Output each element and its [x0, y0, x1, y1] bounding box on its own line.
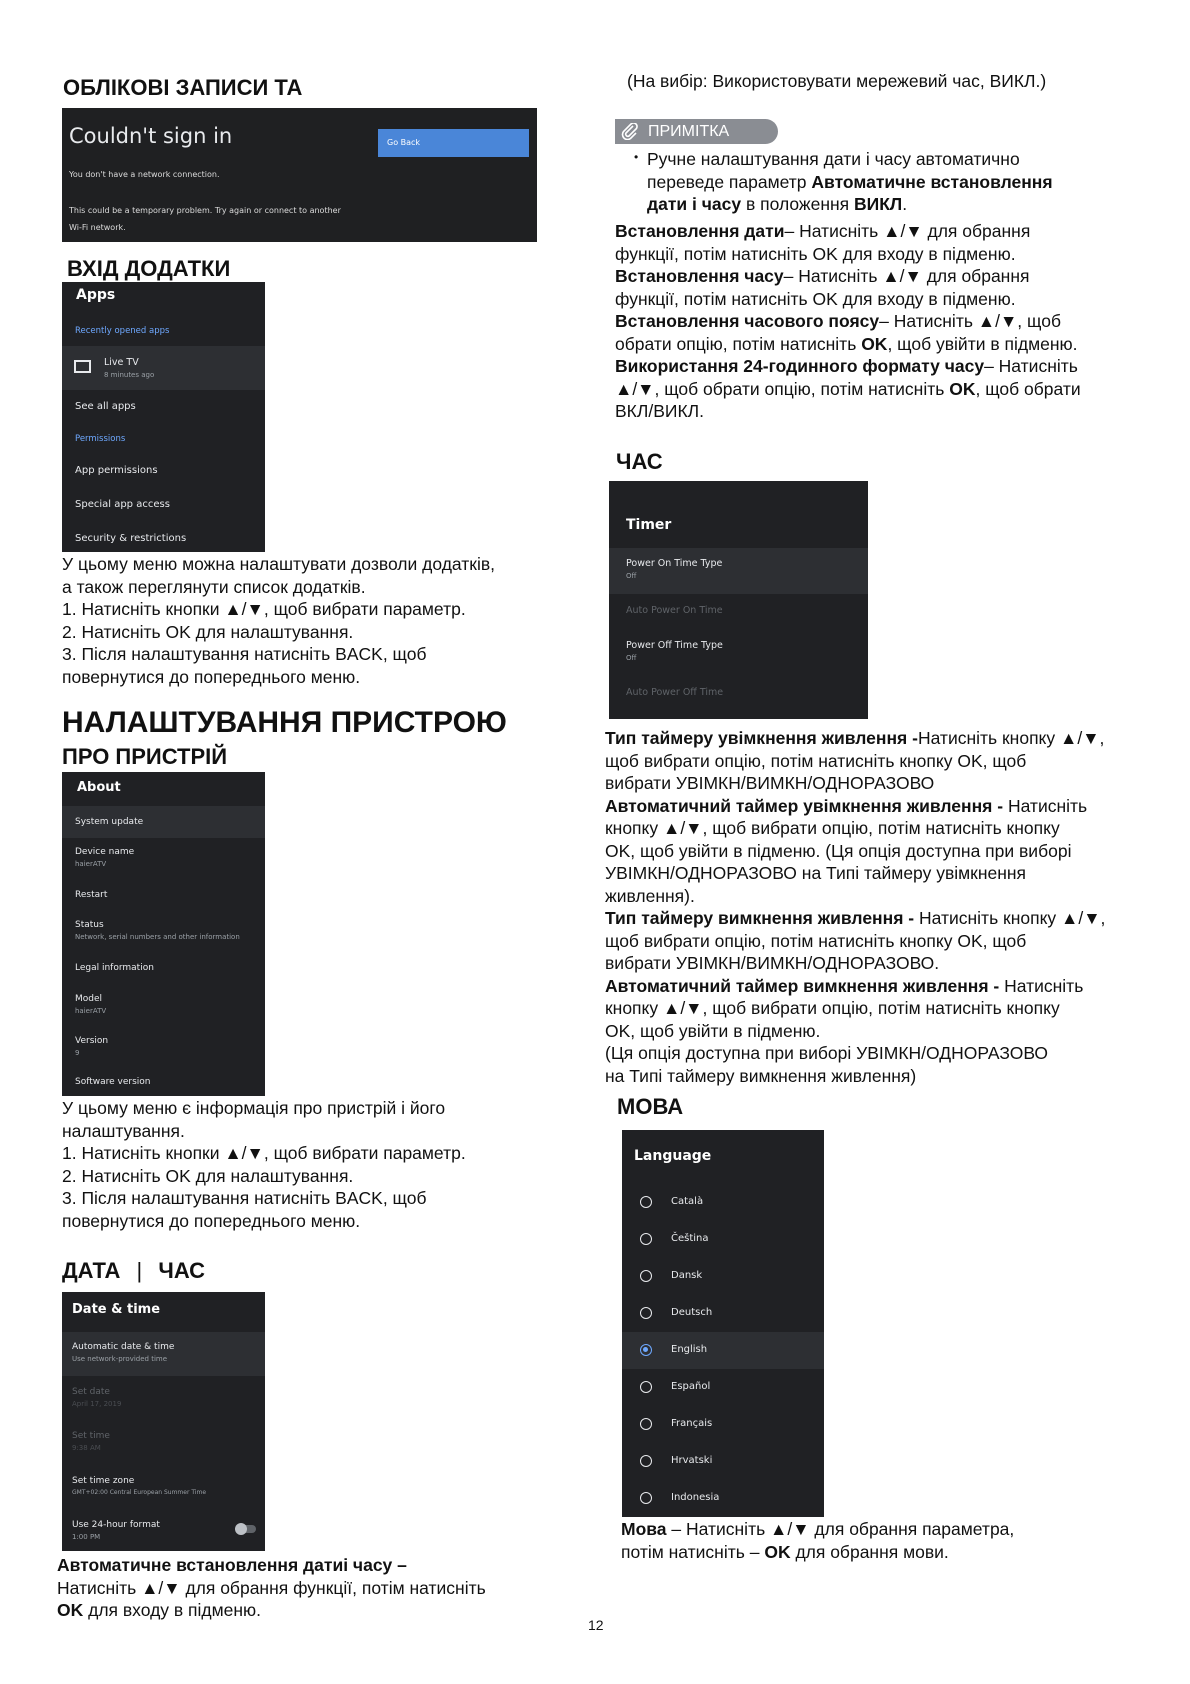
note-label: ПРИМІТКА — [648, 123, 730, 140]
option-label: Hrvatski — [671, 1455, 713, 1466]
system-update[interactable]: System update — [62, 806, 265, 838]
see-all-apps[interactable]: See all apps — [75, 401, 136, 412]
radio-icon — [640, 1307, 652, 1319]
auto-date-time-text — [57, 1554, 486, 1622]
note-line: Ручне налаштування дати і часу автоматично — [647, 149, 1020, 169]
timer-text — [605, 727, 1105, 1087]
item-label: Version — [75, 1036, 109, 1046]
option-label: Français — [671, 1418, 713, 1429]
error-line-1: You don't have a network connection. — [69, 170, 220, 179]
radio-selected-icon — [640, 1344, 652, 1356]
item-label: Model — [75, 994, 103, 1004]
language-screen — [622, 1130, 824, 1517]
item-sub: haierATV — [75, 1007, 107, 1015]
note-line: . — [902, 194, 908, 214]
text-line: функції, потім натисніть OK для входу в підменю. — [615, 243, 1016, 264]
ok-bold: OK — [861, 333, 888, 354]
text-line: Натисніть — [1003, 795, 1088, 816]
text-line: ВКЛ/ВИКЛ. — [615, 401, 705, 421]
item-sub: Off — [626, 572, 637, 580]
about-screen — [62, 772, 265, 1096]
date-time-instructions — [615, 220, 1081, 423]
text-line: щоб вибрати опцію, потім натисніть кнопку OK, щоб — [605, 930, 1027, 951]
item-sub: Network, serial numbers and other information — [75, 933, 240, 941]
text-line: – Натисніть — [984, 356, 1078, 376]
text-line: функції, потім натисніть OK для входу в підменю. — [615, 288, 1016, 309]
item-label: Use 24-hour format — [72, 1520, 160, 1530]
sign-in-title: Couldn't sign in — [69, 124, 233, 148]
text-line: живлення). — [605, 885, 695, 906]
text-line: , щоб обрати — [975, 378, 1081, 399]
text-line: для обрання мови. — [790, 1541, 949, 1562]
item-label: Set time zone — [72, 1476, 135, 1486]
language-heading: МОВА — [617, 1094, 684, 1119]
language-bold: Мова — [621, 1519, 667, 1539]
device-text-line: У цьому меню є інформація про пристрій і його — [62, 1098, 446, 1118]
language-option[interactable] — [622, 1406, 824, 1443]
tv-icon — [74, 360, 91, 373]
note-text — [634, 148, 1053, 216]
language-option[interactable] — [622, 1221, 824, 1258]
apps-text-line: повернутися до попереднього меню. — [62, 666, 361, 687]
set-time-bold: Встановлення часу — [615, 266, 784, 286]
security-restrictions[interactable]: Security & restrictions — [75, 533, 187, 544]
recent-apps-label: Recently opened apps — [75, 326, 170, 336]
set-date-bold: Встановлення дати — [615, 221, 785, 241]
timer-heading: ЧАС — [616, 449, 663, 474]
text-line: вибрати УВІМКН/ВИМКН/ОДНОРАЗОВО. — [605, 953, 940, 973]
apps-text-line: а також переглянути список додатків. — [62, 576, 366, 597]
note-bold: Автоматичне встановлення — [811, 171, 1053, 192]
option-label: Čeština — [671, 1233, 709, 1244]
option-label: Indonesia — [671, 1492, 720, 1503]
text-line: щоб вибрати опцію, потім натисніть кнопку OK, щоб — [605, 750, 1027, 771]
set-time-zone[interactable] — [62, 1476, 265, 1496]
text-line: Натисніть — [999, 975, 1084, 996]
about-heading: ПРО ПРИСТРІЙ — [62, 744, 228, 769]
restart[interactable]: Restart — [75, 890, 108, 900]
note-line: переведе параметр — [647, 171, 812, 192]
software-version[interactable]: Software version — [75, 1077, 151, 1087]
text-line: – Натисніть ▲/▼, щоб — [879, 311, 1061, 331]
text-line: – Натисніть ▲/▼ для обрання параметра, — [666, 1519, 1015, 1539]
apps-heading: ВХІД ДОДАТКИ — [67, 256, 231, 281]
status[interactable] — [62, 920, 265, 941]
item-label: Set time — [72, 1431, 110, 1441]
auto-text-line: для входу в підменю. — [83, 1600, 262, 1620]
set-date — [62, 1387, 265, 1408]
radio-icon — [640, 1455, 652, 1467]
ok-bold: OK — [764, 1541, 791, 1562]
device-name[interactable] — [62, 847, 265, 868]
text-line: OK, щоб увійти в підменю. — [605, 1020, 821, 1041]
item-label: Power Off Time Type — [626, 640, 723, 651]
item-sub: haierATV — [75, 860, 107, 868]
timer-screen — [609, 481, 868, 719]
option-label: Español — [671, 1381, 711, 1392]
text-line: потім натисніть – — [621, 1541, 765, 1562]
item-sub: April 17, 2019 — [72, 1400, 122, 1408]
language-option-selected[interactable] — [622, 1332, 824, 1369]
power-off-time-type[interactable] — [609, 640, 868, 662]
text-line: кнопку ▲/▼, щоб вибрати опцію, потім натисніть кнопку — [605, 818, 1060, 838]
optional-text: (На вибір: Використовувати мережевий час, ВИКЛ.) — [627, 71, 1047, 91]
radio-icon — [640, 1492, 652, 1504]
text-line: ▲/▼, щоб обрати опцію, потім натисніть — [615, 378, 950, 399]
timer-title: Timer — [626, 517, 672, 533]
item-sub: 9:38 AM — [72, 1444, 101, 1452]
power-on-time-type[interactable] — [609, 548, 868, 594]
item-sub: GMT+02:00 Central European Summer Time — [72, 1489, 207, 1496]
radio-icon — [640, 1270, 652, 1282]
option-label: English — [671, 1344, 708, 1355]
language-text — [621, 1518, 1014, 1563]
item-label: Set date — [72, 1387, 110, 1397]
go-back-button[interactable]: Go Back — [378, 129, 529, 157]
error-line-3: Wi-Fi network. — [69, 223, 126, 232]
auto-text-line: Натисніть ▲/▼ для обрання функції, потім натисніть — [57, 1577, 486, 1598]
live-tv-time: 8 minutes ago — [104, 371, 155, 379]
radio-icon — [640, 1233, 652, 1245]
timer-bold: Автоматичний таймер вимкнення живлення - — [605, 975, 1000, 996]
radio-icon — [640, 1418, 652, 1430]
item-sub: 1:00 PM — [72, 1533, 101, 1541]
note-bold: дати і часу — [647, 194, 742, 214]
apps-text-line: 2. Натисніть OK для налаштування. — [62, 621, 354, 642]
apps-title: Apps — [76, 287, 116, 303]
permissions-label: Permissions — [75, 434, 126, 444]
live-tv-item[interactable] — [62, 346, 265, 390]
timer-bold: Автоматичний таймер увімкнення живлення - — [605, 795, 1004, 816]
item-sub: 9 — [75, 1049, 80, 1057]
apps-text-line: 3. Після налаштування натисніть BACK, щоб — [62, 644, 427, 664]
device-text-line: повернутися до попереднього меню. — [62, 1210, 361, 1231]
set-time — [62, 1431, 265, 1452]
note-bold: ВИКЛ — [854, 194, 903, 214]
device-text-line: 2. Натисніть OK для налаштування. — [62, 1165, 354, 1186]
date-time-title: Date & time — [72, 1302, 161, 1317]
time-zone-bold: Встановлення часового поясу — [615, 311, 880, 331]
apps-screen — [62, 282, 265, 552]
version[interactable] — [62, 1036, 265, 1057]
error-line-2: This could be a temporary problem. Try again or connect to another — [69, 206, 341, 215]
text-line: кнопку ▲/▼, щоб вибрати опцію, потім натисніть кнопку — [605, 998, 1060, 1018]
note-line: в положення — [741, 194, 855, 214]
auto-power-on-time: Auto Power On Time — [626, 605, 723, 616]
item-sub: Use network-provided time — [72, 1355, 168, 1363]
24h-bold: Використання 24-годинного формату часу — [615, 356, 985, 376]
language-title: Language — [634, 1148, 712, 1164]
language-option[interactable] — [622, 1369, 824, 1406]
model[interactable] — [62, 994, 265, 1015]
option-label: Deutsch — [671, 1307, 713, 1318]
device-text-line: 3. Після налаштування натисніть BACK, щоб — [62, 1188, 427, 1208]
apps-text-line: У цьому меню можна налаштувати дозволи додатків, — [62, 554, 495, 574]
page-number: 12 — [588, 1617, 604, 1633]
text-line: – Натисніть ▲/▼ для обрання — [784, 221, 1031, 241]
text-line: Натисніть кнопку ▲/▼, — [914, 908, 1106, 928]
date-time-heading — [62, 1258, 205, 1284]
live-tv-label: Live TV — [104, 357, 139, 368]
text-line: Натисніть кнопку ▲/▼, — [917, 728, 1105, 748]
legal-information[interactable]: Legal information — [75, 963, 154, 973]
special-app-access[interactable]: Special app access — [75, 499, 170, 510]
note-tag — [615, 119, 778, 144]
timer-bold: Тип таймеру вимкнення живлення - — [605, 908, 915, 928]
date-time-screen — [62, 1292, 265, 1551]
sign-in-error-screen — [62, 108, 537, 242]
auto-power-off-time: Auto Power Off Time — [626, 687, 724, 698]
toggle-knob — [235, 1523, 247, 1535]
language-option[interactable] — [622, 1184, 824, 1221]
option-label: Dansk — [671, 1270, 703, 1281]
automatic-date-time[interactable] — [62, 1332, 265, 1376]
ok-bold: OK — [57, 1600, 84, 1620]
item-sub: Off — [626, 654, 637, 662]
bullet: • — [634, 150, 639, 164]
paperclip-icon — [621, 123, 639, 140]
text-line: вибрати УВІМКН/ВИМКН/ОДНОРАЗОВО — [605, 773, 935, 793]
item-label: Device name — [75, 847, 135, 857]
heading-separator: | — [136, 1258, 143, 1283]
language-option[interactable] — [622, 1295, 824, 1332]
text-line: УВІМКН/ОДНОРАЗОВО на Типі таймеру увімкнення — [605, 863, 1027, 883]
24h-toggle[interactable] — [236, 1525, 256, 1533]
ok-bold: OK — [949, 378, 976, 399]
text-line: – Натисніть ▲/▼ для обрання — [783, 266, 1030, 286]
item-label: Status — [75, 920, 104, 930]
text-line: (Ця опція доступна при виборі УВІМКН/ОДНОРАЗОВО — [605, 1043, 1049, 1063]
radio-icon — [640, 1196, 652, 1208]
heading-date: ДАТА — [62, 1258, 121, 1283]
language-option[interactable] — [622, 1443, 824, 1480]
text-line: , щоб увійти в підменю. — [887, 333, 1078, 354]
accounts-heading: ОБЛІКОВІ ЗАПИСИ ТА — [63, 75, 303, 100]
timer-bold: Тип таймеру увімкнення живлення - — [605, 728, 918, 748]
text-line: обрати опцію, потім натисніть — [615, 333, 862, 354]
about-title: About — [77, 780, 121, 795]
language-option[interactable] — [622, 1258, 824, 1295]
heading-time: ЧАС — [158, 1258, 206, 1283]
apps-text — [62, 553, 495, 688]
text-line: на Типі таймеру вимкнення живлення) — [605, 1065, 917, 1086]
item-label: Power On Time Type — [626, 558, 723, 569]
auto-text-bold: Автоматичне встановлення датиі часу – — [57, 1555, 407, 1575]
item-label: Automatic date & time — [72, 1342, 175, 1352]
app-permissions[interactable]: App permissions — [75, 465, 158, 476]
radio-icon — [640, 1381, 652, 1393]
device-text-line: налаштування. — [62, 1120, 185, 1141]
option-label: Català — [671, 1196, 704, 1207]
text-line: OK, щоб увійти в підменю. (Ця опція доступна при виборі — [605, 840, 1072, 861]
device-settings-heading: НАЛАШТУВАННЯ ПРИСТРОЮ — [62, 706, 507, 739]
apps-text-line: 1. Натисніть кнопки ▲/▼, щоб вибрати параметр. — [62, 599, 466, 619]
language-option[interactable] — [622, 1480, 824, 1517]
device-text-line: 1. Натисніть кнопки ▲/▼, щоб вибрати параметр. — [62, 1143, 466, 1163]
device-text — [62, 1097, 466, 1232]
